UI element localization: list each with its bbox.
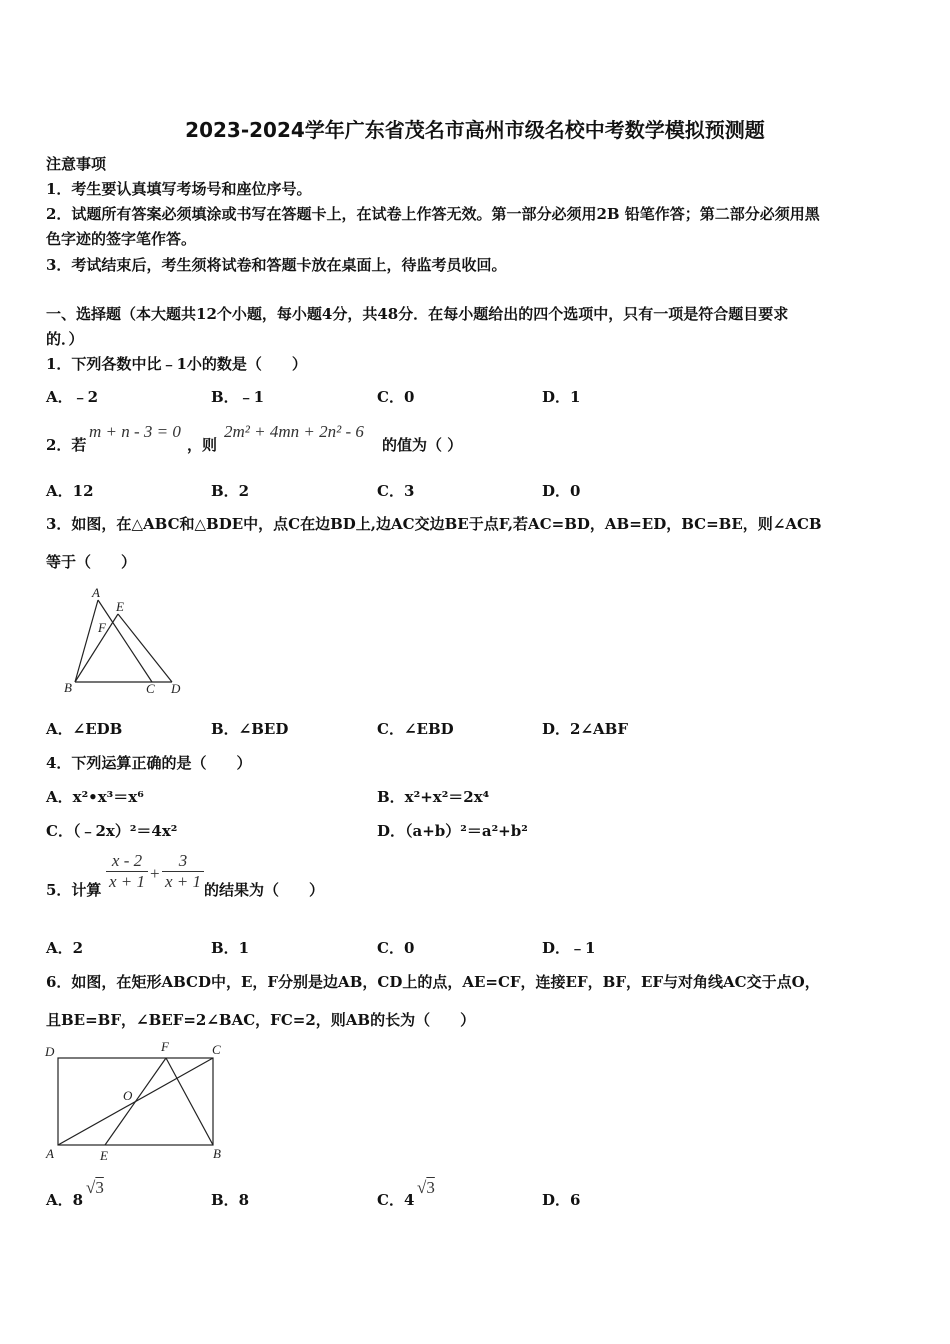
q3-figure — [60, 585, 190, 697]
q1-option-a: A．﹣2 — [46, 388, 99, 406]
segment-be — [75, 614, 118, 682]
q4-option-d: D．（a+b）²＝a²+b² — [377, 822, 528, 840]
label-a: A — [92, 585, 100, 600]
q5-fraction-1 — [106, 851, 148, 892]
q6-option-a: A．8 — [46, 1191, 84, 1209]
label-c: C — [212, 1042, 221, 1057]
q3-option-d: D．2∠ABF — [542, 720, 628, 738]
label-f: F — [161, 1039, 169, 1054]
q2-condition: m + n - 3 = 0 — [89, 422, 181, 441]
label-b: B — [213, 1146, 221, 1161]
q5-option-b: B．1 — [211, 939, 250, 957]
q2-suffix: 的值为（ ） — [382, 436, 463, 454]
section-heading: 一、选择题（本大题共12个小题，每小题4分，共48分．在每小题给出的四个选项中，只有一项是符合题目要求 — [46, 305, 789, 323]
q6-option-c-radicand: 3 — [426, 1178, 435, 1197]
q2-option-c: C．3 — [377, 482, 415, 500]
notice-item-3: 3．考试结束后，考生须将试卷和答题卡放在桌面上，待监考员收回。 — [46, 256, 507, 274]
section-heading-cont: 的．） — [46, 330, 84, 348]
label-e: E — [100, 1148, 108, 1163]
q5-plus: + — [150, 864, 160, 883]
q4-option-a: A．x²•x³＝x⁶ — [46, 788, 144, 806]
q5-prefix: 5．计算 — [46, 881, 102, 899]
q5-fraction-2-denominator: x + 1 — [162, 871, 204, 892]
q1-option-b: B．﹣1 — [211, 388, 265, 406]
q5-option-c: C．0 — [377, 939, 415, 957]
segment-ef — [105, 1058, 166, 1145]
q6-option-d: D．6 — [542, 1191, 581, 1209]
label-a: A — [46, 1146, 54, 1161]
notice-heading: 注意事项 — [46, 155, 107, 173]
segment-ab — [75, 600, 98, 682]
q4-option-c: C．（﹣2x）²＝4x² — [46, 822, 178, 840]
q6-option-a-radicand: 3 — [95, 1178, 104, 1197]
q3-stem-cont: 等于（ ） — [46, 553, 137, 571]
q5-fraction-2 — [162, 851, 204, 892]
q5-suffix: 的结果为（ ） — [204, 881, 325, 899]
notice-item-1: 1．考生要认真填写考场号和座位序号。 — [46, 180, 312, 198]
label-e: E — [116, 599, 124, 614]
q5-option-d: D．﹣1 — [542, 939, 596, 957]
segment-ac — [98, 600, 152, 682]
q2-expression: 2m² + 4mn + 2n² - 6 — [224, 422, 364, 441]
q2-mid: ，则 — [187, 436, 218, 454]
q3-option-a: A．∠EDB — [46, 720, 123, 738]
q5-option-a: A．2 — [46, 939, 84, 957]
q5-fraction-1-numerator: x - 2 — [111, 851, 143, 870]
label-c: C — [146, 681, 155, 696]
label-f: F — [98, 620, 106, 635]
q4-option-b: B．x²+x²＝2x⁴ — [377, 788, 490, 806]
q4-stem: 4．下列运算正确的是（ ） — [46, 754, 252, 772]
q6-stem: 6．如图，在矩形ABCD中，E，F分别是边AB，CD上的点，AE=CF，连接EF，BF，EF与对角线AC交于点O， — [46, 973, 820, 991]
q6-option-c: C．4 — [377, 1191, 415, 1209]
page-title: 2023-2024学年广东省茂名市高州市级名校中考数学模拟预测题 — [185, 118, 765, 142]
q2-option-a: A．12 — [46, 482, 94, 500]
label-d: D — [171, 681, 181, 696]
notice-item-2: 2．试题所有答案必须填涂或书写在答题卡上，在试卷上作答无效。第一部分必须用2B 铅笔作答；第二部分必须用黑 — [46, 205, 820, 223]
q1-option-d: D．1 — [542, 388, 581, 406]
label-d: D — [45, 1044, 55, 1059]
q1-option-c: C．0 — [377, 388, 415, 406]
q5-fraction-1-denominator: x + 1 — [106, 871, 148, 892]
q6-option-b: B．8 — [211, 1191, 250, 1209]
q6-figure — [42, 1038, 232, 1166]
q2-option-d: D．0 — [542, 482, 581, 500]
q6-option-c-sqrt: √3 — [417, 1178, 435, 1197]
q2-option-b: B．2 — [211, 482, 250, 500]
q6-option-a-sqrt: √3 — [86, 1178, 104, 1197]
q6-stem-cont: 且BE=BF，∠BEF=2∠BAC，FC=2，则AB的长为（ ） — [46, 1011, 476, 1029]
q1-stem: 1．下列各数中比﹣1小的数是（ ） — [46, 355, 307, 373]
q5-fraction-2-numerator: 3 — [178, 851, 188, 870]
q3-option-c: C．∠EBD — [377, 720, 454, 738]
label-o: O — [123, 1088, 133, 1103]
label-b: B — [64, 680, 72, 695]
q3-option-b: B．∠BED — [211, 720, 289, 738]
notice-item-2-cont: 色字迹的签字笔作答。 — [46, 230, 197, 248]
q3-stem: 3．如图，在△ABC和△BDE中，点C在边BD上,边AC交边BE于点F,若AC=BD，AB=ED，BC=BE，则∠ACB — [46, 515, 822, 533]
q2-prefix: 2．若 — [46, 436, 87, 454]
